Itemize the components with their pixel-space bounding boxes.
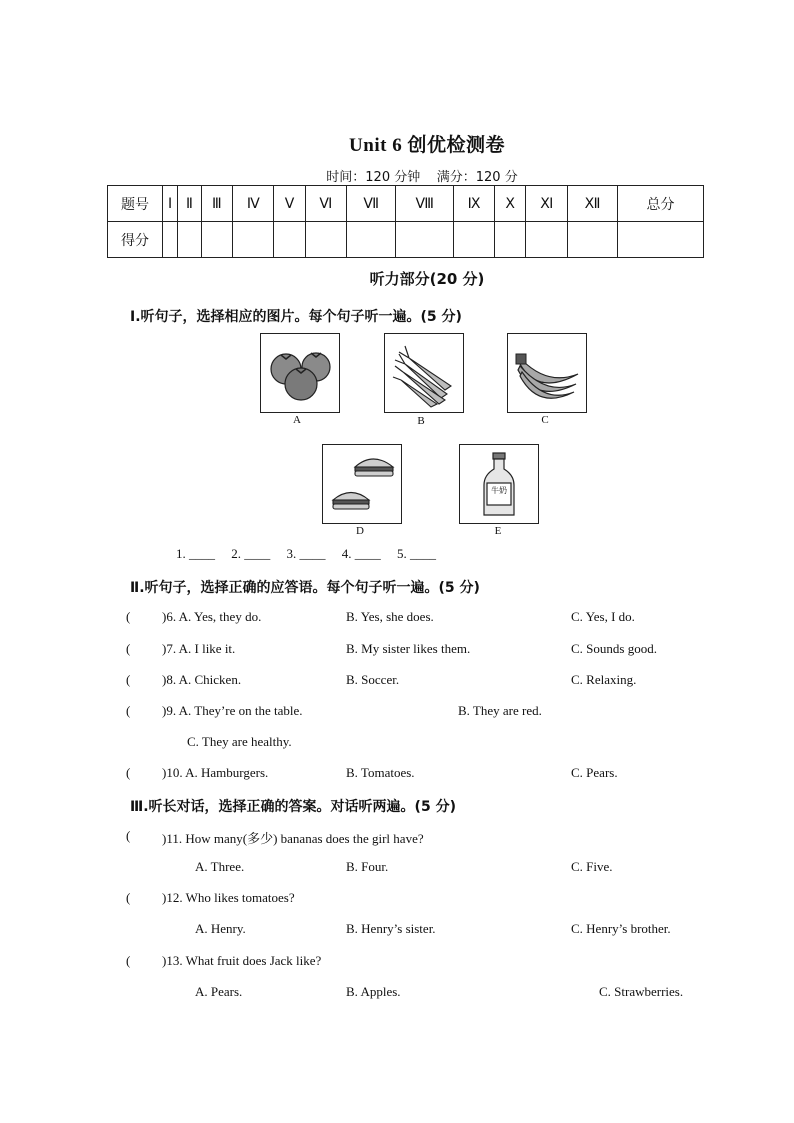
score-cell[interactable] xyxy=(526,222,568,258)
column-header: Ⅴ xyxy=(274,186,305,222)
column-header: Ⅵ xyxy=(305,186,346,222)
picture-d-label: D xyxy=(356,525,364,537)
option-c: C. Yes, I do. xyxy=(571,609,635,624)
row-label-question-number: 题号 xyxy=(108,186,163,222)
picture-a xyxy=(260,333,340,413)
score-table-score-row xyxy=(108,222,704,258)
part1-answer-blanks xyxy=(176,546,449,562)
picture-b xyxy=(384,333,464,413)
score-cell[interactable] xyxy=(453,222,494,258)
carrots-icon xyxy=(385,334,463,412)
question-text: )13. What fruit does Jack like? xyxy=(162,953,322,968)
answer-blank-2[interactable]: 2. ____ xyxy=(231,546,271,561)
answer-paren[interactable]: ( xyxy=(126,890,131,905)
part1-heading: Ⅰ.听句子，选择相应的图片。每个句子听一遍。(5 分) xyxy=(130,309,462,325)
column-header: Ⅲ xyxy=(201,186,233,222)
time-and-score-info: 时间：120 分钟 满分：120 分 xyxy=(326,170,518,185)
option-b: B. Soccer. xyxy=(346,672,400,687)
score-table-header-row xyxy=(108,186,704,222)
score-cell[interactable] xyxy=(233,222,274,258)
picture-b-label: B xyxy=(417,415,425,427)
score-cell[interactable] xyxy=(568,222,618,258)
option-c: C. Relaxing. xyxy=(571,672,637,687)
score-cell[interactable] xyxy=(495,222,526,258)
picture-a-label: A xyxy=(293,414,301,426)
option-c: C. Sounds good. xyxy=(571,641,657,656)
column-header: Ⅸ xyxy=(453,186,494,222)
option-a: A. Henry. xyxy=(195,921,246,936)
bananas-icon xyxy=(508,334,586,412)
column-header: Ⅺ xyxy=(526,186,568,222)
column-header: Ⅷ xyxy=(396,186,454,222)
option-a: A. Three. xyxy=(195,859,245,874)
score-cell[interactable] xyxy=(396,222,454,258)
column-header: Ⅻ xyxy=(568,186,618,222)
score-cell[interactable] xyxy=(163,222,178,258)
column-header: Ⅰ xyxy=(163,186,178,222)
column-header: Ⅹ xyxy=(495,186,526,222)
picture-d xyxy=(322,444,402,524)
milk-bottle-icon xyxy=(460,445,538,523)
answer-paren[interactable]: ( xyxy=(126,641,131,656)
score-cell[interactable] xyxy=(305,222,346,258)
page-title: Unit 6 创优检测卷 xyxy=(349,135,505,156)
option-c: C. Five. xyxy=(571,859,613,874)
picture-e xyxy=(459,444,539,524)
answer-blank-5[interactable]: 5. ____ xyxy=(397,546,436,561)
answer-paren[interactable]: ( xyxy=(126,703,131,718)
score-cell-total[interactable] xyxy=(617,222,703,258)
hamburgers-icon xyxy=(323,445,401,523)
option-b: B. Tomatoes. xyxy=(346,765,415,780)
option-a: )8. A. Chicken. xyxy=(162,672,242,687)
option-b: B. Apples. xyxy=(346,984,401,999)
answer-blank-3[interactable]: 3. ____ xyxy=(286,546,326,561)
answer-paren[interactable]: ( xyxy=(126,609,131,624)
answer-paren[interactable]: ( xyxy=(126,828,131,843)
option-a: A. Pears. xyxy=(195,984,243,999)
score-table xyxy=(107,185,704,258)
question-text: )12. Who likes tomatoes? xyxy=(162,890,295,905)
option-b: B. My sister likes them. xyxy=(346,641,471,656)
tomatoes-icon xyxy=(261,334,339,412)
part2-heading: Ⅱ.听句子，选择正确的应答语。每个句子听一遍。(5 分) xyxy=(130,580,480,596)
question-text: )11. How many(多少) bananas does the girl have? xyxy=(162,831,424,846)
option-a: )7. A. I like it. xyxy=(162,641,236,656)
option-a: )10. A. Hamburgers. xyxy=(162,765,269,780)
option-a: )9. A. They’re on the table. xyxy=(162,703,303,718)
column-header: Ⅱ xyxy=(178,186,201,222)
picture-c-label: C xyxy=(541,414,549,426)
column-header-total: 总分 xyxy=(617,186,703,222)
option-b: B. Four. xyxy=(346,859,389,874)
score-cell[interactable] xyxy=(178,222,201,258)
answer-paren[interactable]: ( xyxy=(126,765,131,780)
listening-section-title: 听力部分(20 分) xyxy=(369,270,485,288)
option-c: C. Strawberries. xyxy=(599,984,684,999)
answer-paren[interactable]: ( xyxy=(126,953,131,968)
part3-heading: Ⅲ.听长对话，选择正确的答案。对话听两遍。(5 分) xyxy=(130,799,456,815)
column-header: Ⅳ xyxy=(233,186,274,222)
picture-c xyxy=(507,333,587,413)
row-label-score: 得分 xyxy=(108,222,163,258)
answer-paren[interactable]: ( xyxy=(126,672,131,687)
option-c: C. They are healthy. xyxy=(187,734,292,749)
option-b: B. They are red. xyxy=(458,703,542,718)
score-cell[interactable] xyxy=(201,222,233,258)
option-b: B. Yes, she does. xyxy=(346,609,434,624)
answer-blank-4[interactable]: 4. ____ xyxy=(341,546,381,561)
option-a: )6. A. Yes, they do. xyxy=(162,609,262,624)
option-c: C. Pears. xyxy=(571,765,618,780)
score-cell[interactable] xyxy=(274,222,305,258)
option-b: B. Henry’s sister. xyxy=(346,921,436,936)
option-c: C. Henry’s brother. xyxy=(571,921,671,936)
milk-label-text: 牛奶 xyxy=(491,486,507,495)
answer-blank-1[interactable]: 1. ____ xyxy=(176,546,215,561)
picture-e-label: E xyxy=(494,525,502,537)
score-cell[interactable] xyxy=(346,222,395,258)
column-header: Ⅶ xyxy=(346,186,395,222)
